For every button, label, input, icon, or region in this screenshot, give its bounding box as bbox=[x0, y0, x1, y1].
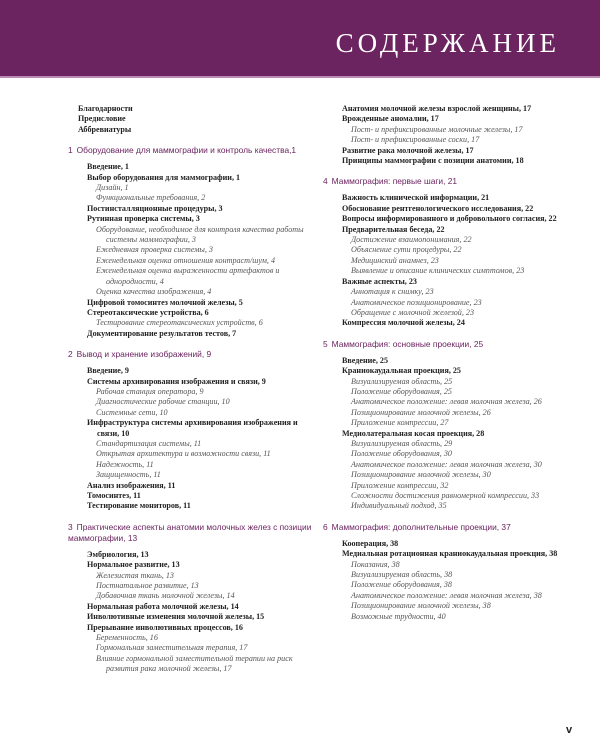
chapter-heading bbox=[323, 339, 563, 350]
toc-subentry: Позиционирование молочной железы, 26 bbox=[351, 407, 491, 417]
toc-subentry: Диагностические рабочие станции, 10 bbox=[96, 397, 230, 407]
toc-subentry: Индивидуальный подход, 35 bbox=[351, 501, 447, 511]
toc-entry: Аббревиатуры bbox=[78, 124, 132, 134]
chapter-title: Практические аспекты анатомии молочных желез с позиции маммографии, 13 bbox=[68, 521, 312, 543]
toc-entry: Предисловие bbox=[78, 114, 126, 124]
toc-entry: Кооперация, 38 bbox=[342, 538, 399, 548]
toc-entry: Цифровой томосинтез молочной железы, 5 bbox=[87, 297, 243, 307]
toc-entry: Вопросы информированного и добровольного согласия, 22 bbox=[342, 214, 557, 224]
toc-subentry: Положение оборудования, 38 bbox=[351, 580, 452, 590]
toc-entry: Инволютивные изменения молочной железы, 15 bbox=[87, 612, 265, 622]
toc-subentry: Защищенность, 11 bbox=[96, 470, 161, 480]
toc-subentry: Функциональные требования, 2 bbox=[96, 193, 206, 203]
chapter-heading bbox=[68, 349, 318, 360]
toc-subentry: Обращение с молочной железой, 23 bbox=[351, 307, 474, 317]
toc-subentry: Железистая ткань, 13 bbox=[96, 570, 174, 580]
toc-subentry: Положение оборудования, 25 bbox=[351, 386, 452, 396]
toc-subentry: Возможные трудности, 40 bbox=[351, 611, 446, 621]
toc-subentry: Показания, 38 bbox=[351, 559, 400, 569]
toc-subentry: Гормональная заместительная терапия, 17 bbox=[96, 643, 248, 653]
chapter-number: 4 bbox=[323, 176, 328, 187]
toc-subentry: Анатомическое позиционирование, 23 bbox=[351, 297, 482, 307]
toc-entry: Постинсталляционные процедуры, 3 bbox=[87, 203, 223, 213]
toc-entry: Нормальная работа молочной железы, 14 bbox=[87, 601, 239, 611]
toc-subentry: Пост- и префиксированные соски, 17 bbox=[351, 135, 480, 145]
toc-entry: Тестирование мониторов, 11 bbox=[87, 501, 191, 511]
toc-subentry: Сложности достижения равномерной компрессии, 33 bbox=[351, 491, 540, 500]
toc-subentry: Постнатальное развитие, 13 bbox=[96, 581, 199, 591]
toc-subentry: Пост- и префиксированные молочные железы, 17 bbox=[351, 124, 523, 134]
toc-subentry: Надежность, 11 bbox=[96, 459, 154, 469]
chapter-title: Вывод и хранение изображений, 9 bbox=[76, 349, 212, 360]
toc-entry: Инфраструктура системы архивирования изображения и связи, 10 bbox=[87, 418, 298, 438]
toc-entry: Документирование результатов тестов, 7 bbox=[87, 328, 237, 338]
toc-subentry: Оборудование, необходимое для контроля качества работы системы маммографии, 3 bbox=[96, 224, 304, 245]
toc-subentry: Аннотация к снимку, 23 bbox=[351, 287, 434, 297]
toc-entry: Томосинтез, 11 bbox=[87, 491, 141, 500]
toc-right-column bbox=[323, 104, 563, 622]
toc-entry: Системы архивирования изображения и связи, 9 bbox=[87, 376, 266, 386]
toc-entry: Рутинная проверка системы, 3 bbox=[87, 214, 200, 224]
toc-subentry: Рабочая станция оператора, 9 bbox=[96, 386, 204, 396]
toc-entry: Краниокаудальная проекция, 25 bbox=[342, 366, 461, 376]
toc-entry: Введение, 9 bbox=[87, 366, 129, 376]
toc-subentry: Достижение взаимопонимания, 22 bbox=[351, 235, 472, 245]
toc-entry: Анализ изображения, 11 bbox=[87, 480, 176, 490]
toc-subentry: Медицинский анамнез, 23 bbox=[351, 255, 439, 265]
toc-subentry: Позиционирование молочной железы, 38 bbox=[351, 601, 491, 611]
toc-subentry: Анатомическое положение: левая молочная железа, 38 bbox=[351, 590, 542, 600]
toc-subentry: Объяснение сути процедуры, 22 bbox=[351, 245, 462, 255]
toc-subentry: Приложение компрессии, 27 bbox=[351, 418, 449, 428]
toc-subentry: Системные сети, 10 bbox=[96, 407, 168, 417]
toc-left-column bbox=[68, 104, 318, 675]
toc-entry: Предварительная беседа, 22 bbox=[342, 224, 445, 234]
toc-entry: Введение, 1 bbox=[87, 162, 129, 172]
chapter-number: 6 bbox=[323, 521, 328, 532]
chapter-heading bbox=[68, 145, 318, 156]
chapter-number: 1 bbox=[68, 145, 73, 156]
toc-entry: Прерывание инволютивных процессов, 16 bbox=[87, 622, 243, 632]
chapter-heading bbox=[323, 522, 563, 533]
chapter-number: 2 bbox=[68, 349, 73, 360]
chapter-title: Маммография: первые шаги, 21 bbox=[331, 176, 458, 187]
chapter-number: 3 bbox=[68, 521, 73, 532]
toc-subentry: Визуализируемая область, 25 bbox=[351, 376, 453, 386]
toc-subentry: Анатомическое положение: левая молочная железа, 30 bbox=[351, 459, 542, 469]
toc-subentry: Беременность, 16 bbox=[96, 633, 158, 643]
chapter-heading bbox=[323, 176, 563, 187]
toc-entry: Обоснование рентгенологического исследования, 22 bbox=[342, 203, 534, 213]
toc-subentry: Оценка качества изображения, 4 bbox=[96, 287, 212, 297]
toc-entry: Компрессия молочной железы, 24 bbox=[342, 318, 465, 328]
toc-entry: Принципы маммографии с позиции анатомии, 18 bbox=[342, 156, 524, 166]
toc-subentry: Ежедневная проверка системы, 3 bbox=[96, 245, 213, 255]
toc-entry: Нормальное развитие, 13 bbox=[87, 560, 180, 570]
toc-entry: Стереотаксические устройства, 6 bbox=[87, 307, 209, 317]
toc-subentry: Тестирование стереотаксических устройств, 6 bbox=[96, 318, 263, 328]
chapter-title: Маммография: дополнительные проекции, 37 bbox=[331, 521, 511, 532]
toc-subentry: Открытая архитектура и возможности связи, 11 bbox=[96, 449, 271, 459]
toc-entry: Благодарности bbox=[78, 104, 133, 113]
toc-subentry: Еженедельная оценка отношения контраст/шум, 4 bbox=[96, 255, 275, 265]
header-divider bbox=[0, 76, 600, 78]
toc-subentry: Стандартизация системы, 11 bbox=[96, 438, 202, 448]
chapter-number: 5 bbox=[323, 338, 328, 349]
toc-subentry: Позиционирование молочной железы, 30 bbox=[351, 470, 491, 480]
toc-entry: Анатомия молочной железы взрослой женщины, 17 bbox=[342, 104, 532, 113]
toc-subentry: Дизайн, 1 bbox=[96, 183, 129, 193]
toc-entry: Врожденные аномалии, 17 bbox=[342, 114, 439, 124]
page-number: v bbox=[566, 724, 573, 736]
toc-entry: Медиальная ротационная краниокаудальная проекция, 38 bbox=[342, 549, 558, 559]
chapter-heading bbox=[68, 522, 318, 544]
toc-subentry: Положение оборудования, 30 bbox=[351, 449, 452, 459]
toc-subentry: Визуализируемая область, 38 bbox=[351, 570, 453, 580]
toc-subentry: Анатомическое положение: левая молочная железа, 26 bbox=[351, 397, 542, 407]
toc-subentry: Влияние гормональной заместительной терапии на риск развития рака молочной железы, 17 bbox=[96, 653, 293, 674]
toc-entry: Важность клинической информации, 21 bbox=[342, 193, 490, 203]
toc-entry: Медиолатеральная косая проекция, 28 bbox=[342, 428, 485, 438]
toc-entry: Введение, 25 bbox=[342, 355, 389, 365]
toc-entry: Развитие рака молочной железы, 17 bbox=[342, 145, 474, 155]
toc-subentry: Визуализируемая область, 29 bbox=[351, 438, 453, 448]
toc-entry: Выбор оборудования для маммографии, 1 bbox=[87, 172, 241, 182]
toc-subentry: Приложение компрессии, 32 bbox=[351, 480, 449, 490]
chapter-title: Оборудование для маммографии и контроль качества,1 bbox=[76, 145, 297, 156]
page-title: СОДЕРЖАНИЕ bbox=[335, 28, 560, 58]
chapter-title: Маммография: основные проекции, 25 bbox=[331, 338, 484, 349]
toc-entry: Важные аспекты, 23 bbox=[342, 276, 417, 286]
toc-entry: Эмбриология, 13 bbox=[87, 549, 149, 559]
toc-subentry: Выявление и описание клинических симптомов, 23 bbox=[351, 266, 525, 276]
toc-subentry: Еженедельная оценка выраженности артефактов и однородности, 4 bbox=[96, 266, 280, 286]
toc-subentry: Добавочная ткань молочной железы, 14 bbox=[96, 591, 235, 601]
